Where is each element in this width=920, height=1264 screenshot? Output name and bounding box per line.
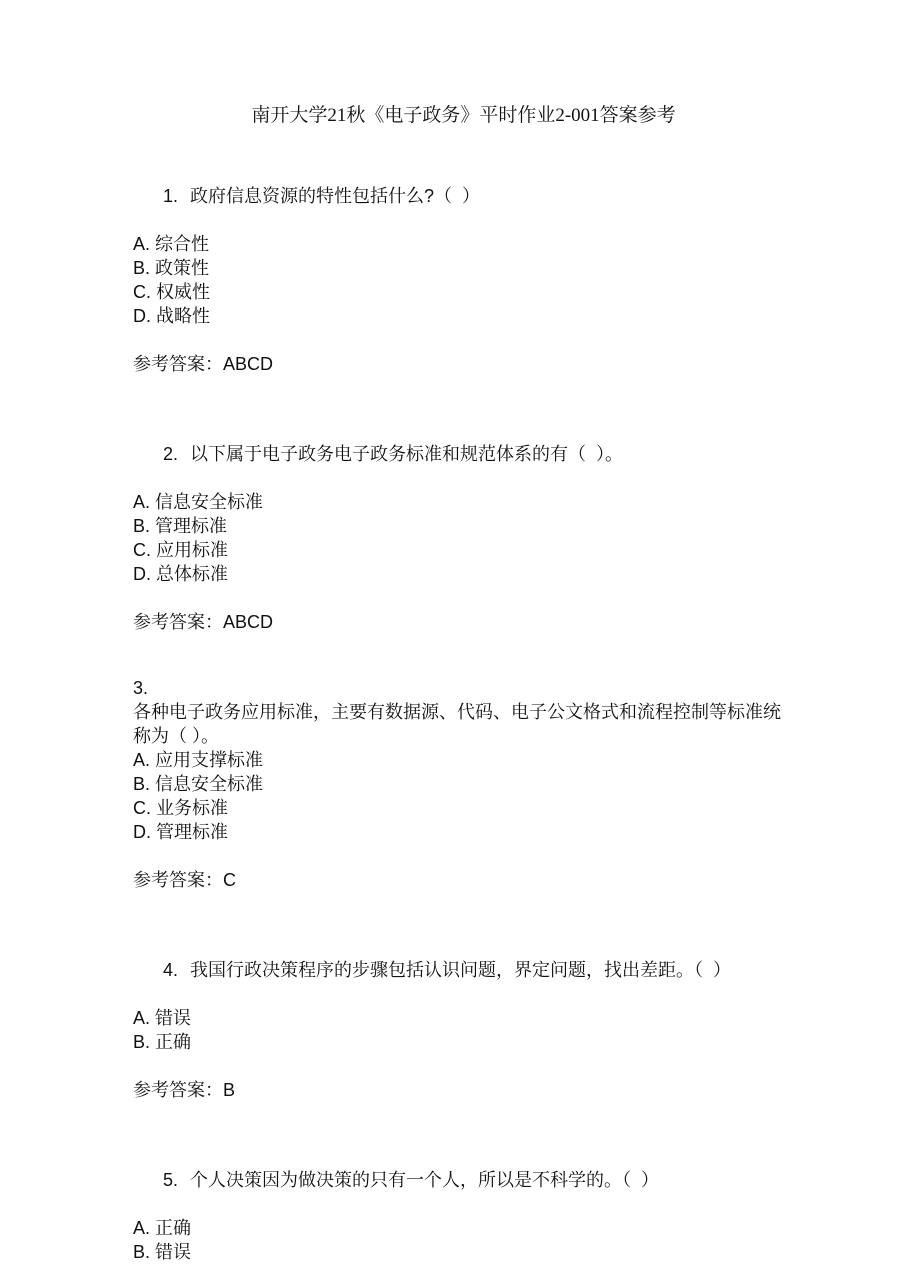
reference-answer-label: 参考答案： [133, 1080, 223, 1100]
reference-answer-value: ABCD [223, 612, 274, 632]
answer-option: A. 应用支撑标准 [133, 750, 264, 770]
question-number-inline: 5. [163, 1170, 179, 1190]
reference-answer-value: B [223, 1080, 236, 1100]
question-number: 3. [133, 678, 149, 698]
question-number-inline: 4. [163, 960, 179, 980]
question-stem-line [133, 934, 794, 1006]
question-stem: 个人决策因为做决策的只有一个人，所以是不科学的。（ ） [190, 1170, 660, 1190]
document-title: 南开大学21秋《电子政务》平时作业2-001答案参考 [251, 105, 676, 126]
question-block [133, 676, 794, 892]
reference-answer [133, 868, 794, 892]
reference-answer-label: 参考答案： [133, 870, 223, 890]
answer-option: B. 政策性 [133, 258, 210, 278]
answer-option: D. 总体标准 [133, 564, 229, 584]
reference-answer-value: ABCD [223, 354, 274, 374]
reference-answer [133, 1078, 794, 1102]
answer-option: A. 正确 [133, 1218, 192, 1238]
question-block [133, 160, 794, 376]
answer-option: B. 信息安全标准 [133, 774, 264, 794]
question-stem: 我国行政决策程序的步骤包括认识问题，界定问题，找出差距。（ ） [190, 960, 732, 980]
answer-option: B. 错误 [133, 1242, 192, 1262]
question-stem-line [133, 1144, 794, 1216]
answer-option: A. 综合性 [133, 234, 210, 254]
answer-option: C. 权威性 [133, 282, 211, 302]
question-stem-block: 各种电子政务应用标准，主要有数据源、代码、电子公文格式和流程控制等标准统称为（ ）。 [133, 702, 781, 746]
reference-answer [133, 610, 794, 634]
answer-option: C. 业务标准 [133, 798, 229, 818]
answer-option: A. 错误 [133, 1008, 192, 1028]
question-options [133, 1216, 794, 1264]
question-options [133, 1006, 794, 1054]
answer-option: D. 管理标准 [133, 822, 229, 842]
question-block [133, 1144, 794, 1264]
reference-answer-label: 参考答案： [133, 612, 223, 632]
question-stem-line [133, 160, 794, 232]
question-stem: 以下属于电子政务电子政务标准和规范体系的有（ ）。 [190, 444, 624, 464]
answer-option: D. 战略性 [133, 306, 211, 326]
question-stem-line [133, 418, 794, 490]
answer-option: A. 信息安全标准 [133, 492, 264, 512]
reference-answer-label: 参考答案： [133, 354, 223, 374]
reference-answer-value: C [223, 870, 236, 890]
question-options [133, 490, 794, 586]
question-block [133, 418, 794, 634]
question-options [133, 232, 794, 328]
question-number-inline: 1. [163, 186, 179, 206]
answer-option: B. 管理标准 [133, 516, 228, 536]
answer-option: C. 应用标准 [133, 540, 229, 560]
question-block [133, 934, 794, 1102]
question-number-inline: 2. [163, 444, 179, 464]
question-list [133, 160, 794, 1264]
reference-answer [133, 352, 794, 376]
question-options [133, 748, 794, 844]
answer-option: B. 正确 [133, 1032, 192, 1052]
question-stem: 政府信息资源的特性包括什么?（ ） [190, 186, 481, 206]
